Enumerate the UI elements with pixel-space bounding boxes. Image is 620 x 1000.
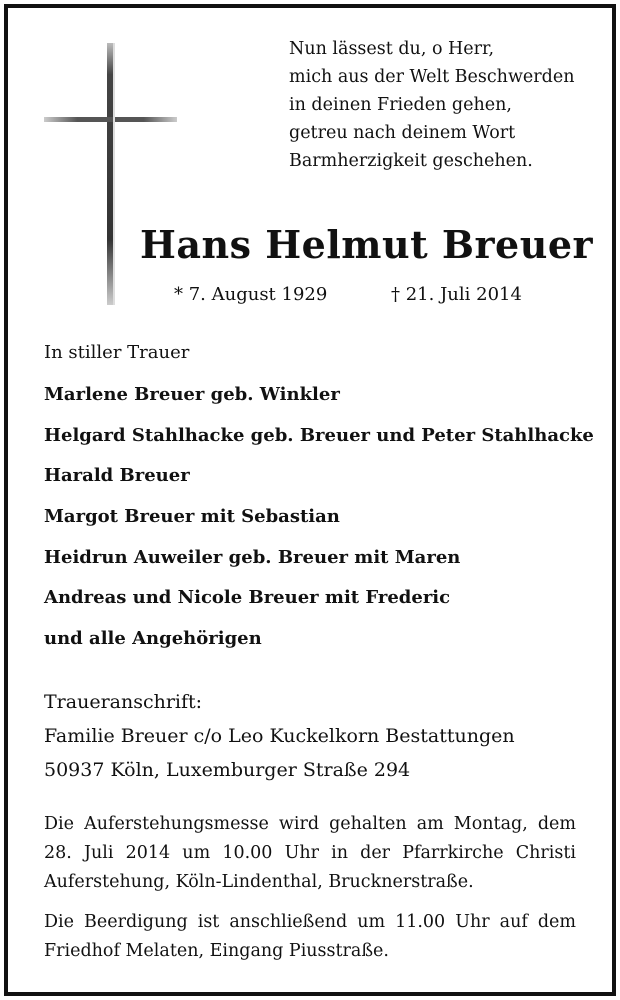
mass-notice	[44, 810, 576, 897]
burial-notice	[44, 908, 576, 966]
mourner-name: Andreas und Nicole Breuer mit Frederic	[44, 587, 451, 609]
mass-notice-line: Die Auferstehungsmesse wird gehalten am Montag, dem	[44, 814, 576, 834]
address-heading: Traueranschrift:	[44, 691, 203, 713]
verse-line: mich aus der Welt Beschwerden	[289, 67, 575, 87]
mourner-name: Marlene Breuer geb. Winkler	[44, 384, 340, 405]
verse	[289, 35, 599, 175]
mourning-intro: In stiller Trauer	[44, 342, 190, 363]
mourning-address	[44, 685, 515, 787]
verse-line: Barmherzigkeit geschehen.	[289, 151, 533, 171]
mourner-name: Margot Breuer mit Sebastian	[44, 506, 340, 528]
mass-notice-line: 28. Juli 2014 um 10.00 Uhr in der Pfarrkirche Christi	[44, 843, 576, 863]
mourner-name: Heidrun Auweiler geb. Breuer mit Maren	[44, 546, 461, 568]
mourners-list	[44, 381, 604, 666]
verse-line: Nun lässest du, o Herr,	[289, 39, 495, 59]
address-line: Familie Breuer c/o Leo Kuckelkorn Bestattungen	[44, 725, 515, 747]
burial-notice-line: Die Beerdigung ist anschließend um 11.00 Uhr auf dem	[44, 912, 576, 932]
address-line: 50937 Köln, Luxemburger Straße 294	[44, 759, 411, 781]
deceased-name: Hans Helmut Breuer	[140, 222, 594, 267]
verse-line: in deinen Frieden gehen,	[289, 95, 512, 115]
burial-notice-line: Friedhof Melaten, Eingang Piusstraße.	[44, 941, 389, 961]
verse-line: getreu nach deinem Wort	[289, 123, 516, 143]
mourner-name: Harald Breuer	[44, 465, 190, 487]
mass-notice-line: Auferstehung, Köln-Lindenthal, Brucknerstraße.	[44, 872, 474, 892]
mourner-name: und alle Angehörigen	[44, 628, 262, 650]
death-date: † 21. Juli 2014	[391, 284, 522, 305]
mourner-name: Helgard Stahlhacke geb. Breuer und Peter Stahlhacke	[44, 424, 594, 446]
birth-date: * 7. August 1929	[174, 284, 328, 305]
